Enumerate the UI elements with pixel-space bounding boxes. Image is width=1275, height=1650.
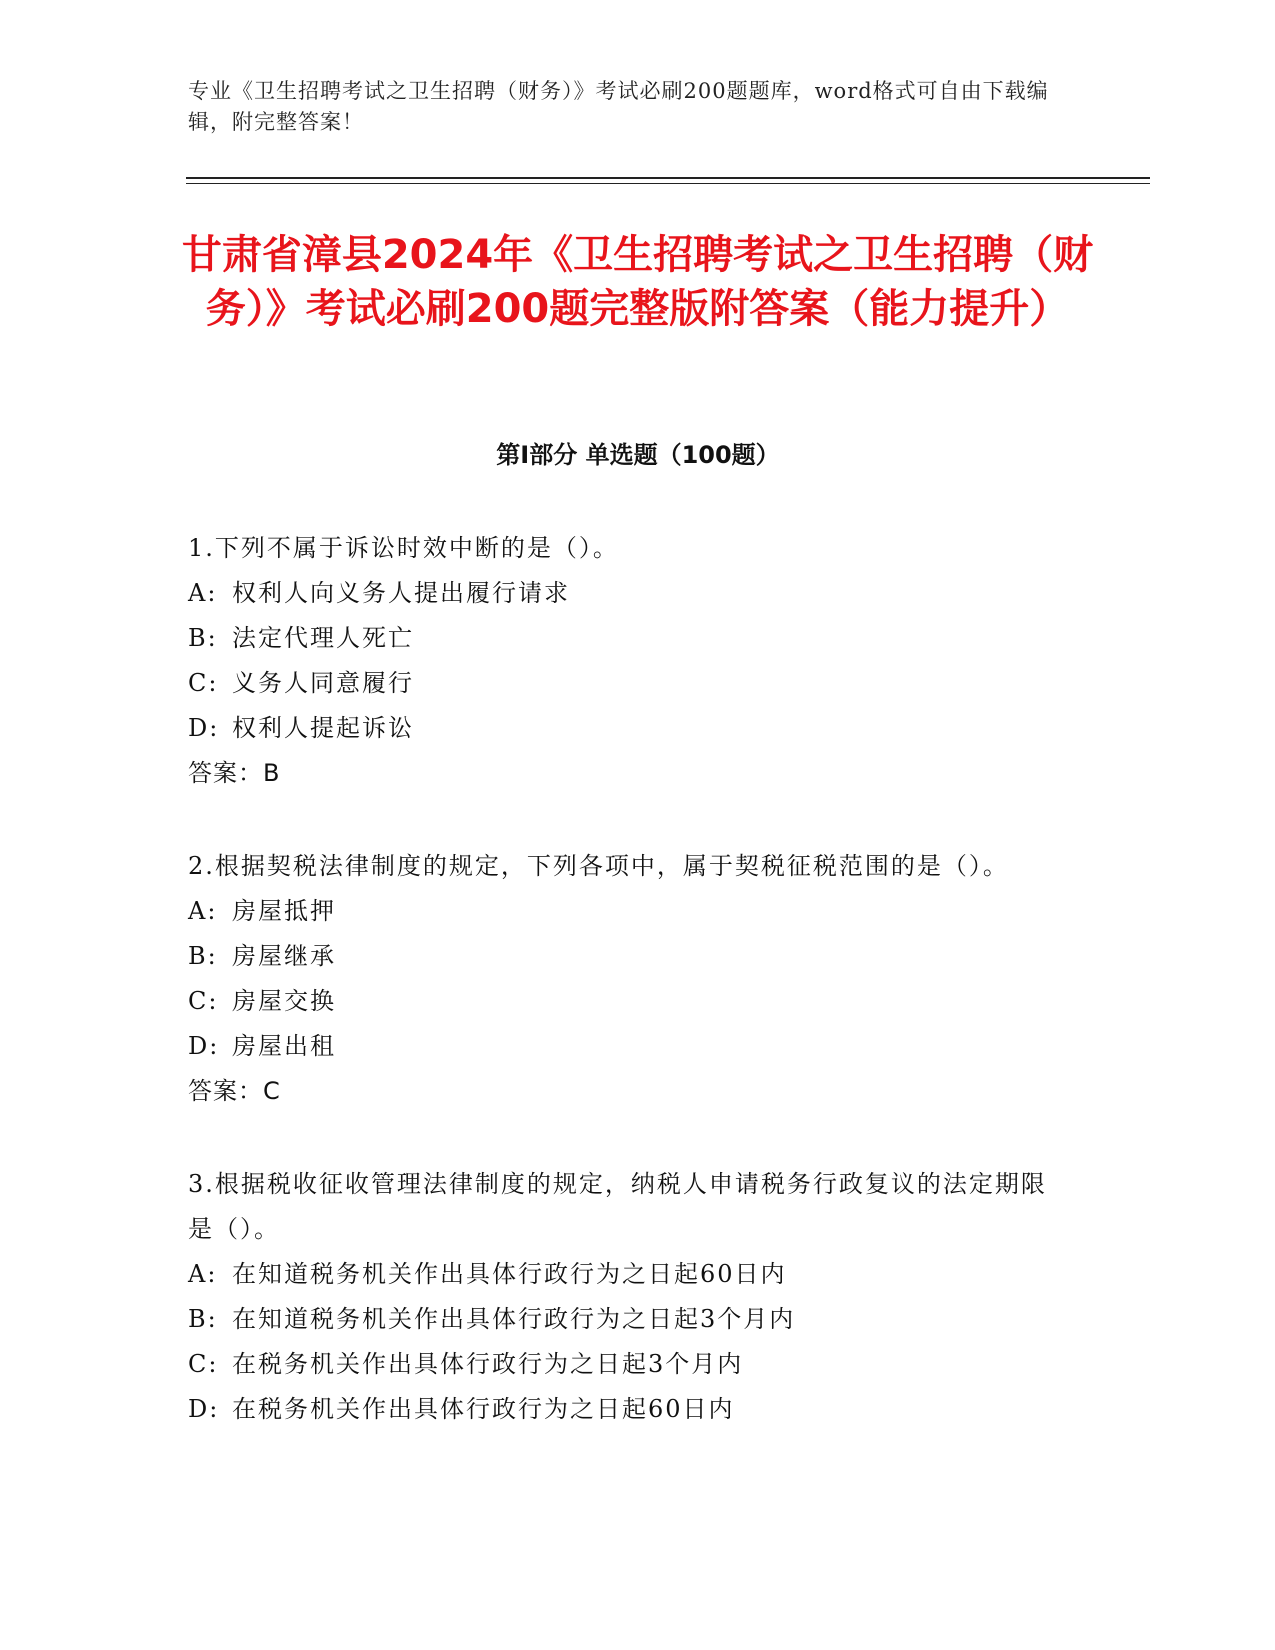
- option-d: [188, 1024, 1068, 1069]
- option-key: C:: [188, 1350, 219, 1378]
- option-text: 义务人同意履行: [232, 669, 414, 697]
- answer-line: 答案：B: [188, 759, 281, 787]
- option-c: [188, 979, 1068, 1024]
- option-key: A:: [188, 897, 218, 925]
- option-text: 在知道税务机关作出具体行政行为之日起60日内: [232, 1260, 787, 1288]
- option-c: [188, 1342, 1068, 1387]
- option-text: 权利人向义务人提出履行请求: [232, 579, 570, 607]
- option-key: D:: [188, 714, 220, 742]
- option-text: 房屋继承: [232, 942, 336, 970]
- option-key: B:: [188, 624, 218, 652]
- answer-line: 答案：C: [188, 1077, 281, 1105]
- option-key: B:: [188, 942, 218, 970]
- option-text: 房屋出租: [232, 1032, 336, 1060]
- option-key: B:: [188, 1305, 218, 1333]
- section-heading: 第Ⅰ部分 单选题（100题）: [496, 441, 780, 469]
- option-key: C:: [188, 669, 219, 697]
- document-title: 甘肃省漳县2024年《卫生招聘考试之卫生招聘（财务）》考试必刷200题完整版附答案（能力提升）: [181, 232, 1094, 332]
- option-a: [188, 1252, 1068, 1297]
- header-rule-thin: [186, 183, 1150, 184]
- option-b: [188, 934, 1068, 979]
- option-text: 在税务机关作出具体行政行为之日起60日内: [232, 1395, 735, 1423]
- header-note: 专业《卫生招聘考试之卫生招聘（财务）》考试必刷200题题库，word格式可自由下载编辑，附完整答案！: [188, 79, 1049, 134]
- option-b: [188, 1297, 1068, 1342]
- header-rule-thick: [186, 177, 1150, 179]
- option-d: [188, 1387, 1068, 1432]
- option-key: C:: [188, 987, 219, 1015]
- option-d: [188, 706, 1068, 751]
- question-stem: 3.根据税收征收管理法律制度的规定，纳税人申请税务行政复议的法定期限是（）。: [188, 1170, 1047, 1243]
- option-a: [188, 571, 1068, 616]
- option-key: A:: [188, 1260, 218, 1288]
- question-3: [188, 1162, 1068, 1432]
- option-a: [188, 889, 1068, 934]
- question-2: [188, 844, 1068, 1114]
- option-key: A:: [188, 579, 218, 607]
- option-text: 在税务机关作出具体行政行为之日起3个月内: [232, 1350, 744, 1378]
- question-1: [188, 526, 1068, 796]
- question-stem: 2.根据契税法律制度的规定，下列各项中，属于契税征税范围的是（）。: [188, 852, 1009, 880]
- option-text: 在知道税务机关作出具体行政行为之日起3个月内: [232, 1305, 796, 1333]
- option-text: 房屋交换: [232, 987, 336, 1015]
- option-key: D:: [188, 1395, 220, 1423]
- option-text: 房屋抵押: [232, 897, 336, 925]
- option-c: [188, 661, 1068, 706]
- option-b: [188, 616, 1068, 661]
- option-text: 权利人提起诉讼: [232, 714, 414, 742]
- question-list: [188, 526, 1068, 1480]
- option-text: 法定代理人死亡: [232, 624, 414, 652]
- option-key: D:: [188, 1032, 220, 1060]
- question-stem: 1.下列不属于诉讼时效中断的是（）。: [188, 534, 619, 562]
